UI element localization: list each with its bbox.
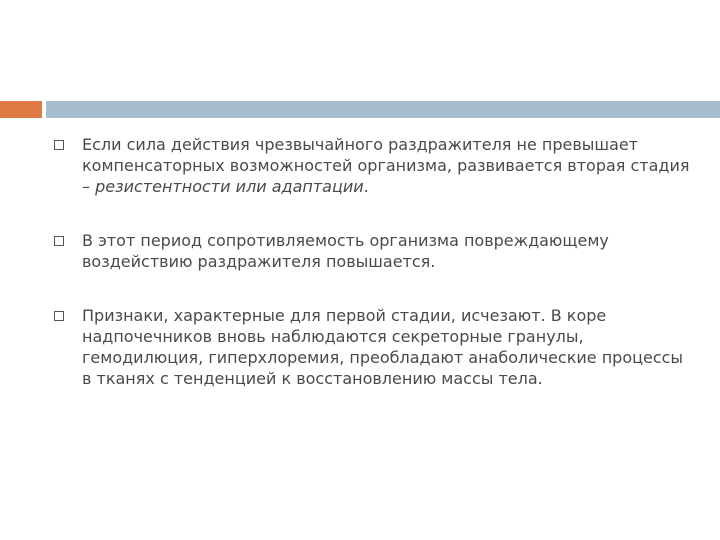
bullet-item: [52, 134, 692, 197]
header-bar: [46, 101, 720, 118]
square-bullet-icon: [54, 311, 64, 321]
accent-bar: [0, 101, 42, 118]
square-bullet-icon: [54, 236, 64, 246]
bullet-text-italic: резистентности или адаптации: [95, 177, 364, 196]
bullet-text: В этот период сопротивляемость организма повреждающему воздействию раздражителя повышается.: [82, 231, 609, 271]
bullet-list: [52, 134, 692, 389]
bullet-item: [52, 230, 692, 272]
bullet-text: Признаки, характерные для первой стадии, исчезают. В коре надпочечников вновь наблюдаются секреторные гранулы, гемодилюция, гиперхлоремия, преобладают анаболические процессы в тканях с тенденцией к восстановлению массы тела.: [82, 306, 684, 388]
bullet-text: Если сила действия чрезвычайного раздражителя не превышает компенсаторных возможностей организма, развивается вторая стадия –: [82, 135, 690, 196]
square-bullet-icon: [54, 140, 64, 150]
bullet-item: [52, 305, 692, 389]
bullet-text-end: .: [363, 177, 369, 196]
